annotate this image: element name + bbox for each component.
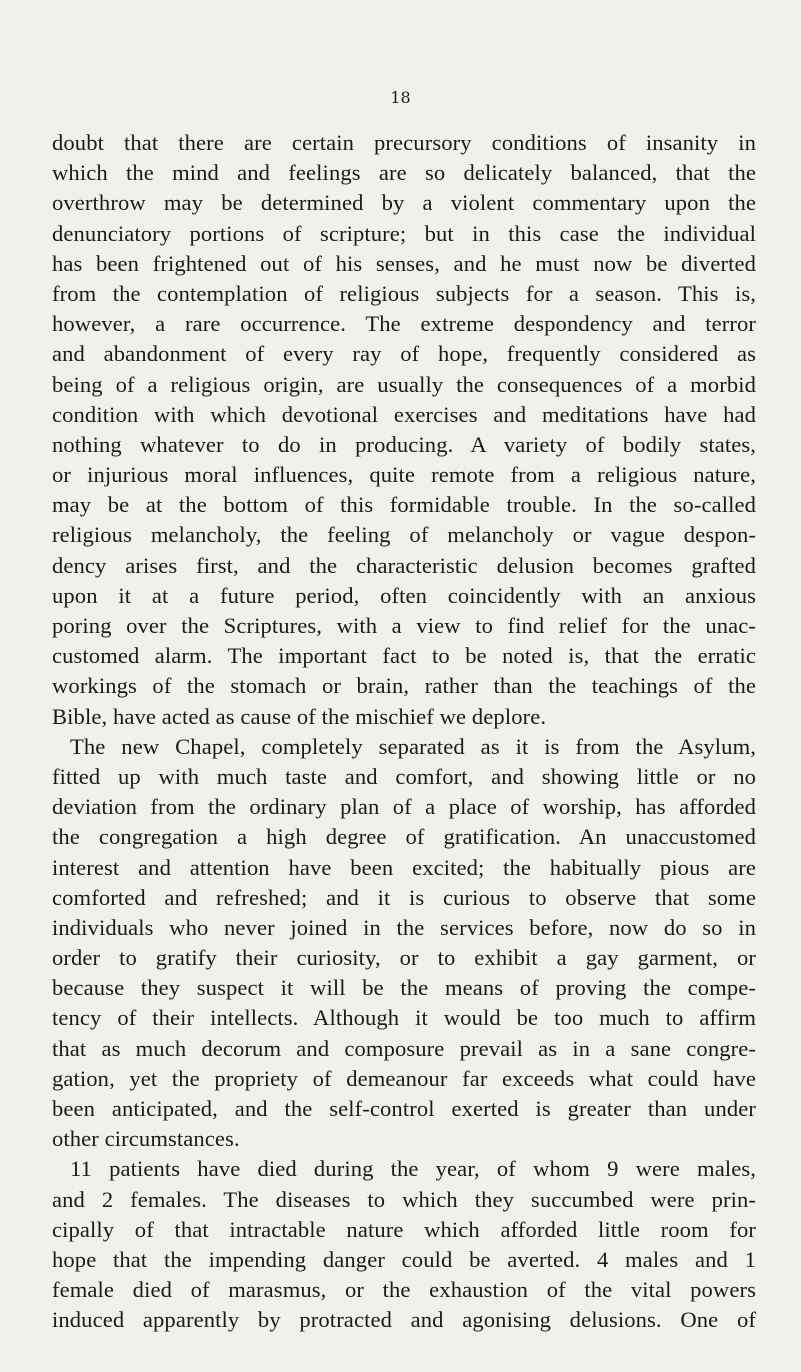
text-line: poring over the Scriptures, with a view to find relief for the unac- bbox=[52, 613, 756, 638]
text-line: denunciatory portions of scripture; but in this case the individual bbox=[52, 220, 756, 246]
text-line: been anticipated, and the self-control exerted is greater than under bbox=[52, 1096, 756, 1121]
text-line: upon it at a future period, often coincidently with an anxious bbox=[52, 582, 756, 608]
text-line: doubt that there are certain precursory conditions of insanity in bbox=[52, 130, 756, 155]
text-line: from the contemplation of religious subjects for a season. This is, bbox=[52, 280, 756, 306]
text-line: being of a religious origin, are usually the consequences of a morbid bbox=[52, 371, 756, 397]
text-line: the congregation a high degree of gratification. An unaccustomed bbox=[52, 824, 756, 850]
text-line: that as much decorum and composure prevail as in a sane congre- bbox=[52, 1035, 756, 1061]
text-line: and 2 females. The diseases to which they succumbed were prin- bbox=[52, 1186, 756, 1212]
text-line: The new Chapel, completely separated as it is from the Asylum, bbox=[70, 733, 756, 759]
text-line: comforted and refreshed; and it is curious to observe that some bbox=[52, 884, 756, 910]
text-line: may be at the bottom of this formidable trouble. In the so-called bbox=[52, 492, 756, 518]
text-line: which the mind and feelings are so delicately balanced, that the bbox=[52, 160, 756, 186]
text-line: induced apparently by protracted and agonising delusions. One of bbox=[52, 1307, 756, 1333]
text-line: cipally of that intractable nature which afforded little room for bbox=[52, 1216, 756, 1242]
text-line: interest and attention have been excited; the habitually pious are bbox=[52, 854, 756, 880]
body-text bbox=[52, 128, 756, 1336]
text-line: however, a rare occurrence. The extreme despondency and terror bbox=[52, 311, 756, 337]
text-line: deviation from the ordinary plan of a place of worship, has afforded bbox=[52, 794, 756, 820]
text-line: individuals who never joined in the services before, now do so in bbox=[52, 914, 756, 940]
text-line: fitted up with much taste and comfort, and showing little or no bbox=[52, 763, 756, 789]
text-line: gation, yet the propriety of demeanour far exceeds what could have bbox=[52, 1065, 756, 1091]
text-line: order to gratify their curiosity, or to exhibit a gay garment, or bbox=[52, 945, 756, 971]
text-line: or injurious moral influences, quite remote from a religious nature, bbox=[52, 462, 756, 488]
text-line: Bible, have acted as cause of the mischief we deplore. bbox=[52, 703, 547, 729]
text-line: overthrow may be determined by a violent commentary upon the bbox=[52, 190, 756, 216]
text-line: nothing whatever to do in producing. A variety of bodily states, bbox=[52, 431, 756, 457]
text-line: hope that the impending danger could be averted. 4 males and 1 bbox=[52, 1246, 756, 1272]
text-line: dency arises first, and the characteristic delusion becomes grafted bbox=[52, 552, 756, 578]
text-line: other circumstances. bbox=[52, 1126, 240, 1152]
text-line: 11 patients have died during the year, of whom 9 were males, bbox=[70, 1156, 756, 1182]
text-line: because they suspect it will be the means of proving the compe- bbox=[52, 975, 756, 1001]
text-line: tency of their intellects. Although it would be too much to affirm bbox=[52, 1005, 756, 1031]
text-line: workings of the stomach or brain, rather than the teachings of the bbox=[52, 673, 756, 699]
text-line: and abandonment of every ray of hope, frequently considered as bbox=[52, 341, 756, 367]
page-number: 18 bbox=[390, 88, 411, 107]
text-line: customed alarm. The important fact to be noted is, that the erratic bbox=[52, 643, 756, 669]
text-line: religious melancholy, the feeling of melancholy or vague despon- bbox=[52, 522, 756, 548]
text-line: female died of marasmus, or the exhaustion of the vital powers bbox=[52, 1277, 756, 1303]
text-line: condition with which devotional exercises and meditations have had bbox=[52, 401, 756, 427]
text-line: has been frightened out of his senses, and he must now be diverted bbox=[52, 250, 756, 276]
